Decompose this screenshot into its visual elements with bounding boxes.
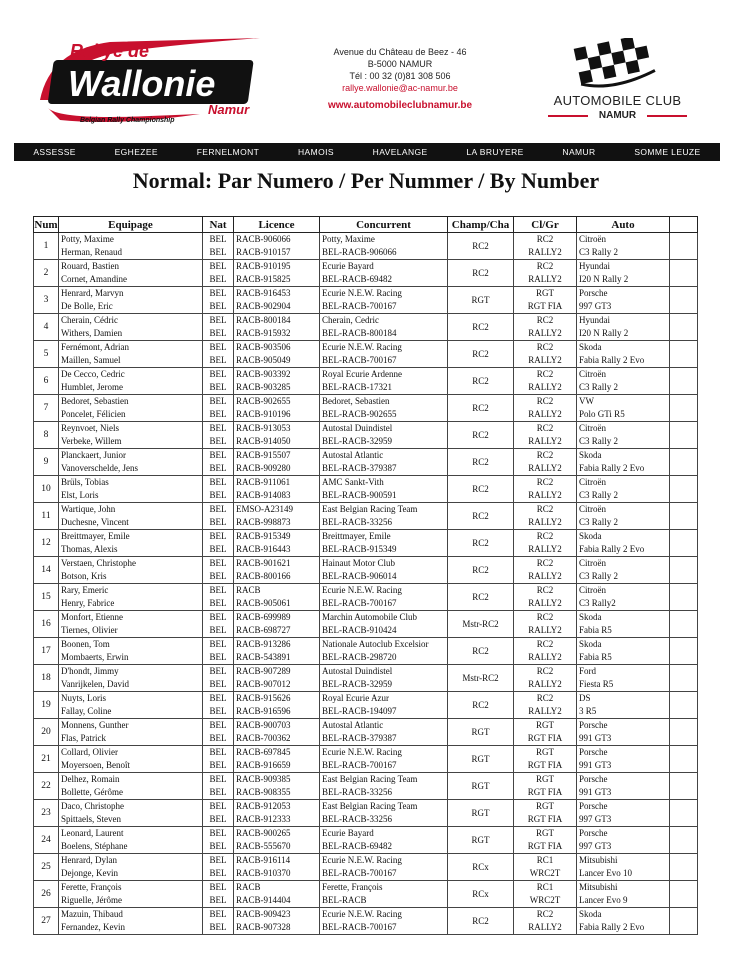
address-line1: Avenue du Château de Beez - 46 <box>333 47 467 57</box>
col-concurrent: Concurrent <box>320 217 448 233</box>
cell-concurrent: Ecurie N.E.W. Racing BEL-RACB-700167 <box>320 341 448 368</box>
cell-equipage: Monfort, Etienne Tiernes, Olivier <box>59 611 203 638</box>
page-title: Normal: Par Numero / Per Nummer / By Number <box>132 168 600 193</box>
cell-clgr: RGT RGT FIA <box>514 773 577 800</box>
email-link[interactable]: rallye.wallonie@ac-namur.be <box>342 83 458 93</box>
cell-equipage: Reynvoet, Niels Verbeke, Willem <box>59 422 203 449</box>
cell-clgr: RC2 RALLY2 <box>514 611 577 638</box>
cell-empty <box>670 395 698 422</box>
cell-concurrent: Autostal Duindistel BEL-RACB-32959 <box>320 665 448 692</box>
nav-item-fernelmont: FERNELMONT <box>196 147 260 157</box>
cell-auto: Ford Fiesta R5 <box>577 665 670 692</box>
cell-concurrent: AMC Sankt-Vith BEL-RACB-900591 <box>320 476 448 503</box>
col-champ: Champ/Cha <box>448 217 514 233</box>
cell-auto: Citroën C3 Rally 2 <box>577 368 670 395</box>
cell-empty <box>670 233 698 260</box>
cell-empty <box>670 368 698 395</box>
cell-clgr: RC1 WRC2T <box>514 854 577 881</box>
nav-item-havelange: HAVELANGE <box>372 147 428 157</box>
cell-licence: RACB-906066 RACB-910157 <box>234 233 320 260</box>
cell-nat: BEL BEL <box>203 314 234 341</box>
table-row <box>34 584 698 611</box>
cell-clgr: RC2 RALLY2 <box>514 503 577 530</box>
col-licence: Licence <box>234 217 320 233</box>
cell-auto: Skoda Fabia Rally 2 Evo <box>577 908 670 935</box>
cell-licence: RACB-910195 RACB-915825 <box>234 260 320 287</box>
cell-empty <box>670 449 698 476</box>
cell-licence: RACB RACB-914404 <box>234 881 320 908</box>
cell-empty <box>670 908 698 935</box>
cell-clgr: RC2 RALLY2 <box>514 638 577 665</box>
cell-champ: RGT <box>448 827 514 854</box>
cell-champ: RC2 <box>448 692 514 719</box>
cell-concurrent: Hainaut Motor Club BEL-RACB-906014 <box>320 557 448 584</box>
cell-nat: BEL BEL <box>203 611 234 638</box>
cell-equipage: Boonen, Tom Mombaerts, Erwin <box>59 638 203 665</box>
cell-auto: Porsche 997 GT3 <box>577 827 670 854</box>
cell-equipage: Delhez, Romain Bollette, Gérôme <box>59 773 203 800</box>
cell-equipage: Mazuin, Thibaud Fernandez, Kevin <box>59 908 203 935</box>
table-row <box>34 503 698 530</box>
cell-num: 12 <box>34 530 59 557</box>
table-row <box>34 395 698 422</box>
cell-equipage: D'hondt, Jimmy Vanrijkelen, David <box>59 665 203 692</box>
cell-champ: RGT <box>448 287 514 314</box>
cell-auto: Skoda Fabia R5 <box>577 611 670 638</box>
cell-concurrent: Ecurie N.E.W. Racing BEL-RACB-700167 <box>320 908 448 935</box>
cell-equipage: De Cecco, Cedric Humblet, Jerome <box>59 368 203 395</box>
cell-num: 14 <box>34 557 59 584</box>
cell-nat: BEL BEL <box>203 692 234 719</box>
cell-clgr: RGT RGT FIA <box>514 800 577 827</box>
cell-nat: BEL BEL <box>203 773 234 800</box>
logo-top-text: Rallye de <box>70 41 150 61</box>
cell-licence: RACB-916114 RACB-910370 <box>234 854 320 881</box>
cell-concurrent: Bedoret, Sebastien BEL-RACB-902655 <box>320 395 448 422</box>
cell-equipage: Fernémont, Adrian Maillen, Samuel <box>59 341 203 368</box>
cell-licence: RACB-903506 RACB-905049 <box>234 341 320 368</box>
cell-auto: Skoda Fabia Rally 2 Evo <box>577 341 670 368</box>
cell-auto: Skoda Fabia Rally 2 Evo <box>577 449 670 476</box>
cell-licence: RACB-913286 RACB-543891 <box>234 638 320 665</box>
cell-auto: Citroën C3 Rally2 <box>577 584 670 611</box>
cell-concurrent: Autostal Atlantic BEL-RACB-379387 <box>320 719 448 746</box>
cell-concurrent: Potty, Maxime BEL-RACB-906066 <box>320 233 448 260</box>
club-divider-right <box>647 115 687 117</box>
cell-nat: BEL BEL <box>203 881 234 908</box>
cell-equipage: Collard, Olivier Moyersoen, Benoît <box>59 746 203 773</box>
cell-nat: BEL BEL <box>203 233 234 260</box>
cell-num: 3 <box>34 287 59 314</box>
cell-champ: RC2 <box>448 260 514 287</box>
cell-equipage: Henrard, Dylan Dejonge, Kevin <box>59 854 203 881</box>
table-row <box>34 800 698 827</box>
cell-auto: Hyundai I20 N Rally 2 <box>577 260 670 287</box>
cell-nat: BEL BEL <box>203 476 234 503</box>
cell-auto: VW Polo GTi R5 <box>577 395 670 422</box>
logo-sub-text: Namur <box>208 102 250 117</box>
nav-item-namur: NAMUR <box>562 147 596 157</box>
cell-concurrent: Cherain, Cedric BEL-RACB-800184 <box>320 314 448 341</box>
cell-clgr: RC2 RALLY2 <box>514 368 577 395</box>
cell-equipage: Wartique, John Duchesne, Vincent <box>59 503 203 530</box>
cell-clgr: RC2 RALLY2 <box>514 260 577 287</box>
cell-empty <box>670 476 698 503</box>
cell-concurrent: Ecurie Bayard BEL-RACB-69482 <box>320 260 448 287</box>
cell-num: 19 <box>34 692 59 719</box>
cell-clgr: RC1 WRC2T <box>514 881 577 908</box>
cell-empty <box>670 530 698 557</box>
cell-num: 24 <box>34 827 59 854</box>
cell-clgr: RC2 RALLY2 <box>514 314 577 341</box>
cell-champ: RC2 <box>448 584 514 611</box>
cell-champ: RC2 <box>448 422 514 449</box>
col-auto: Auto <box>577 217 670 233</box>
table-row <box>34 611 698 638</box>
table-row <box>34 530 698 557</box>
cell-concurrent: Ecurie Bayard BEL-RACB-69482 <box>320 827 448 854</box>
cell-nat: BEL BEL <box>203 638 234 665</box>
cell-nat: BEL BEL <box>203 503 234 530</box>
cell-licence: RACB-699989 RACB-698727 <box>234 611 320 638</box>
cell-num: 15 <box>34 584 59 611</box>
cell-auto: Hyundai I20 N Rally 2 <box>577 314 670 341</box>
cell-equipage: Monnens, Gunther Flas, Patrick <box>59 719 203 746</box>
cell-licence: RACB-907289 RACB-907012 <box>234 665 320 692</box>
table-row <box>34 422 698 449</box>
cell-champ: RC2 <box>448 530 514 557</box>
col-equipage: Equipage <box>59 217 203 233</box>
cell-auto: Citroën C3 Rally 2 <box>577 422 670 449</box>
cell-auto: Porsche 997 GT3 <box>577 287 670 314</box>
cell-clgr: RC2 RALLY2 <box>514 557 577 584</box>
cell-auto: Skoda Fabia Rally 2 Evo <box>577 530 670 557</box>
table-row <box>34 746 698 773</box>
cell-empty <box>670 719 698 746</box>
cell-equipage: Cherain, Cédric Withers, Damien <box>59 314 203 341</box>
nav-item-la-bruyere: LA BRUYERE <box>466 147 524 157</box>
cell-concurrent: East Belgian Racing Team BEL-RACB-33256 <box>320 773 448 800</box>
cell-clgr: RC2 RALLY2 <box>514 584 577 611</box>
col-empty <box>670 217 698 233</box>
cell-equipage: Nuyts, Loris Fallay, Coline <box>59 692 203 719</box>
cell-auto: Skoda Fabia R5 <box>577 638 670 665</box>
cell-num: 5 <box>34 341 59 368</box>
cell-clgr: RC2 RALLY2 <box>514 476 577 503</box>
cell-auto: Mitsubishi Lancer Evo 9 <box>577 881 670 908</box>
cell-nat: BEL BEL <box>203 557 234 584</box>
cell-champ: RC2 <box>448 638 514 665</box>
cell-concurrent: Breittmayer, Emile BEL-RACB-915349 <box>320 530 448 557</box>
cell-concurrent: Autostal Duindistel BEL-RACB-32959 <box>320 422 448 449</box>
cell-num: 17 <box>34 638 59 665</box>
table-row <box>34 260 698 287</box>
cell-equipage: Rouard, Bastien Cornet, Amandine <box>59 260 203 287</box>
cell-clgr: RC2 RALLY2 <box>514 908 577 935</box>
col-clgr: Cl/Gr <box>514 217 577 233</box>
cell-champ: RC2 <box>448 395 514 422</box>
cell-auto: Citroën C3 Rally 2 <box>577 233 670 260</box>
cell-auto: Citroën C3 Rally 2 <box>577 476 670 503</box>
cell-clgr: RC2 RALLY2 <box>514 530 577 557</box>
cell-clgr: RC2 RALLY2 <box>514 422 577 449</box>
cell-auto: Porsche 991 GT3 <box>577 719 670 746</box>
cell-auto: Citroën C3 Rally 2 <box>577 557 670 584</box>
cell-licence: RACB-900265 RACB-555670 <box>234 827 320 854</box>
nav-item-eghezee: EGHEZEE <box>114 147 158 157</box>
cell-clgr: RC2 RALLY2 <box>514 665 577 692</box>
table-row <box>34 773 698 800</box>
cell-champ: RC2 <box>448 503 514 530</box>
cell-licence: RACB-913053 RACB-914050 <box>234 422 320 449</box>
cell-licence: RACB-909385 RACB-908355 <box>234 773 320 800</box>
page-header <box>0 0 732 140</box>
cell-num: 4 <box>34 314 59 341</box>
table-row <box>34 854 698 881</box>
cell-empty <box>670 314 698 341</box>
cell-nat: BEL BEL <box>203 260 234 287</box>
cell-champ: RGT <box>448 719 514 746</box>
cell-champ: Mstr-RC2 <box>448 611 514 638</box>
cell-empty <box>670 422 698 449</box>
municipality-bar <box>14 143 720 161</box>
cell-champ: Mstr-RC2 <box>448 665 514 692</box>
table-row <box>34 449 698 476</box>
website-link[interactable]: www.automobileclubnamur.be <box>327 100 473 111</box>
table-row <box>34 557 698 584</box>
club-name: AUTOMOBILE CLUB <box>553 93 682 108</box>
cell-licence: RACB-916453 RACB-902904 <box>234 287 320 314</box>
cell-equipage: Rary, Emeric Henry, Fabrice <box>59 584 203 611</box>
cell-nat: BEL BEL <box>203 800 234 827</box>
cell-nat: BEL BEL <box>203 665 234 692</box>
cell-clgr: RC2 RALLY2 <box>514 449 577 476</box>
cell-champ: RC2 <box>448 341 514 368</box>
cell-auto: Porsche 991 GT3 <box>577 746 670 773</box>
table-row <box>34 665 698 692</box>
cell-num: 25 <box>34 854 59 881</box>
automobile-club-logo <box>530 38 705 128</box>
cell-equipage: Verstaen, Christophe Botson, Kris <box>59 557 203 584</box>
cell-clgr: RC2 RALLY2 <box>514 341 577 368</box>
cell-clgr: RC2 RALLY2 <box>514 395 577 422</box>
phone: Tél : 00 32 (0)81 308 506 <box>349 71 451 81</box>
cell-auto: DS 3 R5 <box>577 692 670 719</box>
col-num: Num <box>34 218 58 231</box>
cell-licence: RACB-915626 RACB-916596 <box>234 692 320 719</box>
cell-empty <box>670 800 698 827</box>
checkered-flag-icon <box>530 38 705 93</box>
table-row <box>34 827 698 854</box>
cell-equipage: Henrard, Marvyn De Bolle, Eric <box>59 287 203 314</box>
table-row <box>34 341 698 368</box>
cell-concurrent: Nationale Autoclub Excelsior BEL-RACB-298720 <box>320 638 448 665</box>
cell-nat: BEL BEL <box>203 530 234 557</box>
cell-empty <box>670 665 698 692</box>
nav-item-hamois: HAMOIS <box>298 147 334 157</box>
cell-num: 11 <box>34 503 59 530</box>
cell-equipage: Planckaert, Junior Vanoverschelde, Jens <box>59 449 203 476</box>
cell-nat: BEL BEL <box>203 341 234 368</box>
nav-item-somme-leuze: SOMME LEUZE <box>634 147 701 157</box>
cell-concurrent: East Belgian Racing Team BEL-RACB-33256 <box>320 800 448 827</box>
table-row <box>34 287 698 314</box>
cell-empty <box>670 557 698 584</box>
cell-empty <box>670 611 698 638</box>
cell-champ: RC2 <box>448 476 514 503</box>
cell-licence: EMSO-A23149 RACB-998873 <box>234 503 320 530</box>
address-line2: B-5000 NAMUR <box>367 59 433 69</box>
cell-clgr: RC2 RALLY2 <box>514 692 577 719</box>
cell-empty <box>670 341 698 368</box>
cell-equipage: Ferette, François Riguelle, Jérôme <box>59 881 203 908</box>
cell-nat: BEL BEL <box>203 827 234 854</box>
cell-auto: Citroën C3 Rally 2 <box>577 503 670 530</box>
cell-licence: RACB-915507 RACB-909280 <box>234 449 320 476</box>
cell-licence: RACB-800184 RACB-915932 <box>234 314 320 341</box>
cell-licence: RACB-901621 RACB-800166 <box>234 557 320 584</box>
nav-item-assesse: ASSESSE <box>33 147 76 157</box>
cell-nat: BEL BEL <box>203 908 234 935</box>
cell-num: 23 <box>34 800 59 827</box>
cell-num: 6 <box>34 368 59 395</box>
cell-empty <box>670 773 698 800</box>
cell-licence: RACB RACB-905061 <box>234 584 320 611</box>
cell-auto: Mitsubishi Lancer Evo 10 <box>577 854 670 881</box>
cell-empty <box>670 827 698 854</box>
cell-auto: Porsche 991 GT3 <box>577 773 670 800</box>
cell-clgr: RGT RGT FIA <box>514 827 577 854</box>
cell-auto: Porsche 997 GT3 <box>577 800 670 827</box>
cell-empty <box>670 746 698 773</box>
cell-nat: BEL BEL <box>203 395 234 422</box>
cell-num: 20 <box>34 719 59 746</box>
cell-num: 2 <box>34 260 59 287</box>
club-city: NAMUR <box>598 110 637 121</box>
cell-champ: RGT <box>448 746 514 773</box>
cell-empty <box>670 692 698 719</box>
cell-empty <box>670 854 698 881</box>
cell-num: 7 <box>34 395 59 422</box>
cell-licence: RACB-902655 RACB-910196 <box>234 395 320 422</box>
table-header-row <box>34 217 698 233</box>
cell-nat: BEL BEL <box>203 368 234 395</box>
cell-concurrent: Ecurie N.E.W. Racing BEL-RACB-700167 <box>320 287 448 314</box>
cell-concurrent: East Belgian Racing Team BEL-RACB-33256 <box>320 503 448 530</box>
cell-equipage: Leonard, Laurent Boelens, Stéphane <box>59 827 203 854</box>
cell-concurrent: Autostal Atlantic BEL-RACB-379387 <box>320 449 448 476</box>
rallye-wallonie-logo <box>30 30 280 130</box>
cell-concurrent: Ecurie N.E.W. Racing BEL-RACB-700167 <box>320 746 448 773</box>
table-row <box>34 233 698 260</box>
cell-equipage: Potty, Maxime Herman, Renaud <box>59 233 203 260</box>
cell-concurrent: Ferette, François BEL-RACB <box>320 881 448 908</box>
table-row <box>34 881 698 908</box>
cell-num: 21 <box>34 746 59 773</box>
cell-concurrent: Ecurie N.E.W. Racing BEL-RACB-700167 <box>320 854 448 881</box>
cell-empty <box>670 584 698 611</box>
cell-num: 26 <box>34 881 59 908</box>
table-row <box>34 476 698 503</box>
cell-concurrent: Marchin Automobile Club BEL-RACB-910424 <box>320 611 448 638</box>
cell-concurrent: Ecurie N.E.W. Racing BEL-RACB-700167 <box>320 584 448 611</box>
cell-champ: RC2 <box>448 557 514 584</box>
cell-licence: RACB-697845 RACB-916659 <box>234 746 320 773</box>
cell-nat: BEL BEL <box>203 449 234 476</box>
cell-num: 1 <box>34 233 59 260</box>
cell-nat: BEL BEL <box>203 584 234 611</box>
cell-equipage: Breittmayer, Emile Thomas, Alexis <box>59 530 203 557</box>
cell-empty <box>670 503 698 530</box>
table-row <box>34 719 698 746</box>
table-row <box>34 314 698 341</box>
cell-champ: RC2 <box>448 908 514 935</box>
cell-licence: RACB-912053 RACB-912333 <box>234 800 320 827</box>
table-row <box>34 692 698 719</box>
cell-concurrent: Royal Ecurie Ardenne BEL-RACB-17321 <box>320 368 448 395</box>
cell-clgr: RGT RGT FIA <box>514 287 577 314</box>
cell-equipage: Brüls, Tobias Elst, Loris <box>59 476 203 503</box>
cell-nat: BEL BEL <box>203 746 234 773</box>
col-nat: Nat <box>203 217 234 233</box>
cell-champ: RC2 <box>448 233 514 260</box>
cell-equipage: Daco, Christophe Spittaels, Steven <box>59 800 203 827</box>
cell-licence: RACB-909423 RACB-907328 <box>234 908 320 935</box>
cell-licence: RACB-915349 RACB-916443 <box>234 530 320 557</box>
cell-num: 9 <box>34 449 59 476</box>
table-row <box>34 908 698 935</box>
logo-champ-text: Belgian Rally Championship <box>80 117 175 124</box>
cell-empty <box>670 260 698 287</box>
cell-equipage: Bedoret, Sebastien Poncelet, Félicien <box>59 395 203 422</box>
cell-clgr: RGT RGT FIA <box>514 746 577 773</box>
cell-empty <box>670 287 698 314</box>
cell-clgr: RGT RGT FIA <box>514 719 577 746</box>
logo-main-text: Wallonie <box>68 63 216 104</box>
cell-empty <box>670 638 698 665</box>
cell-nat: BEL BEL <box>203 422 234 449</box>
cell-num: 18 <box>34 665 59 692</box>
cell-champ: RGT <box>448 773 514 800</box>
cell-licence: RACB-903392 RACB-903285 <box>234 368 320 395</box>
cell-champ: RC2 <box>448 449 514 476</box>
table-row <box>34 638 698 665</box>
cell-nat: BEL BEL <box>203 287 234 314</box>
table-row <box>34 368 698 395</box>
cell-champ: RCx <box>448 854 514 881</box>
cell-licence: RACB-900703 RACB-700362 <box>234 719 320 746</box>
entry-list-table <box>33 216 698 935</box>
cell-concurrent: Royal Ecurie Azur BEL-RACB-194097 <box>320 692 448 719</box>
cell-num: 16 <box>34 611 59 638</box>
cell-num: 22 <box>34 773 59 800</box>
cell-empty <box>670 881 698 908</box>
cell-champ: RGT <box>448 800 514 827</box>
cell-num: 8 <box>34 422 59 449</box>
cell-champ: RC2 <box>448 314 514 341</box>
cell-num: 10 <box>34 476 59 503</box>
cell-champ: RC2 <box>448 368 514 395</box>
contact-block <box>300 46 500 112</box>
cell-num: 27 <box>34 908 59 935</box>
cell-clgr: RC2 RALLY2 <box>514 233 577 260</box>
cell-nat: BEL BEL <box>203 854 234 881</box>
cell-nat: BEL BEL <box>203 719 234 746</box>
cell-champ: RCx <box>448 881 514 908</box>
cell-licence: RACB-911061 RACB-914083 <box>234 476 320 503</box>
